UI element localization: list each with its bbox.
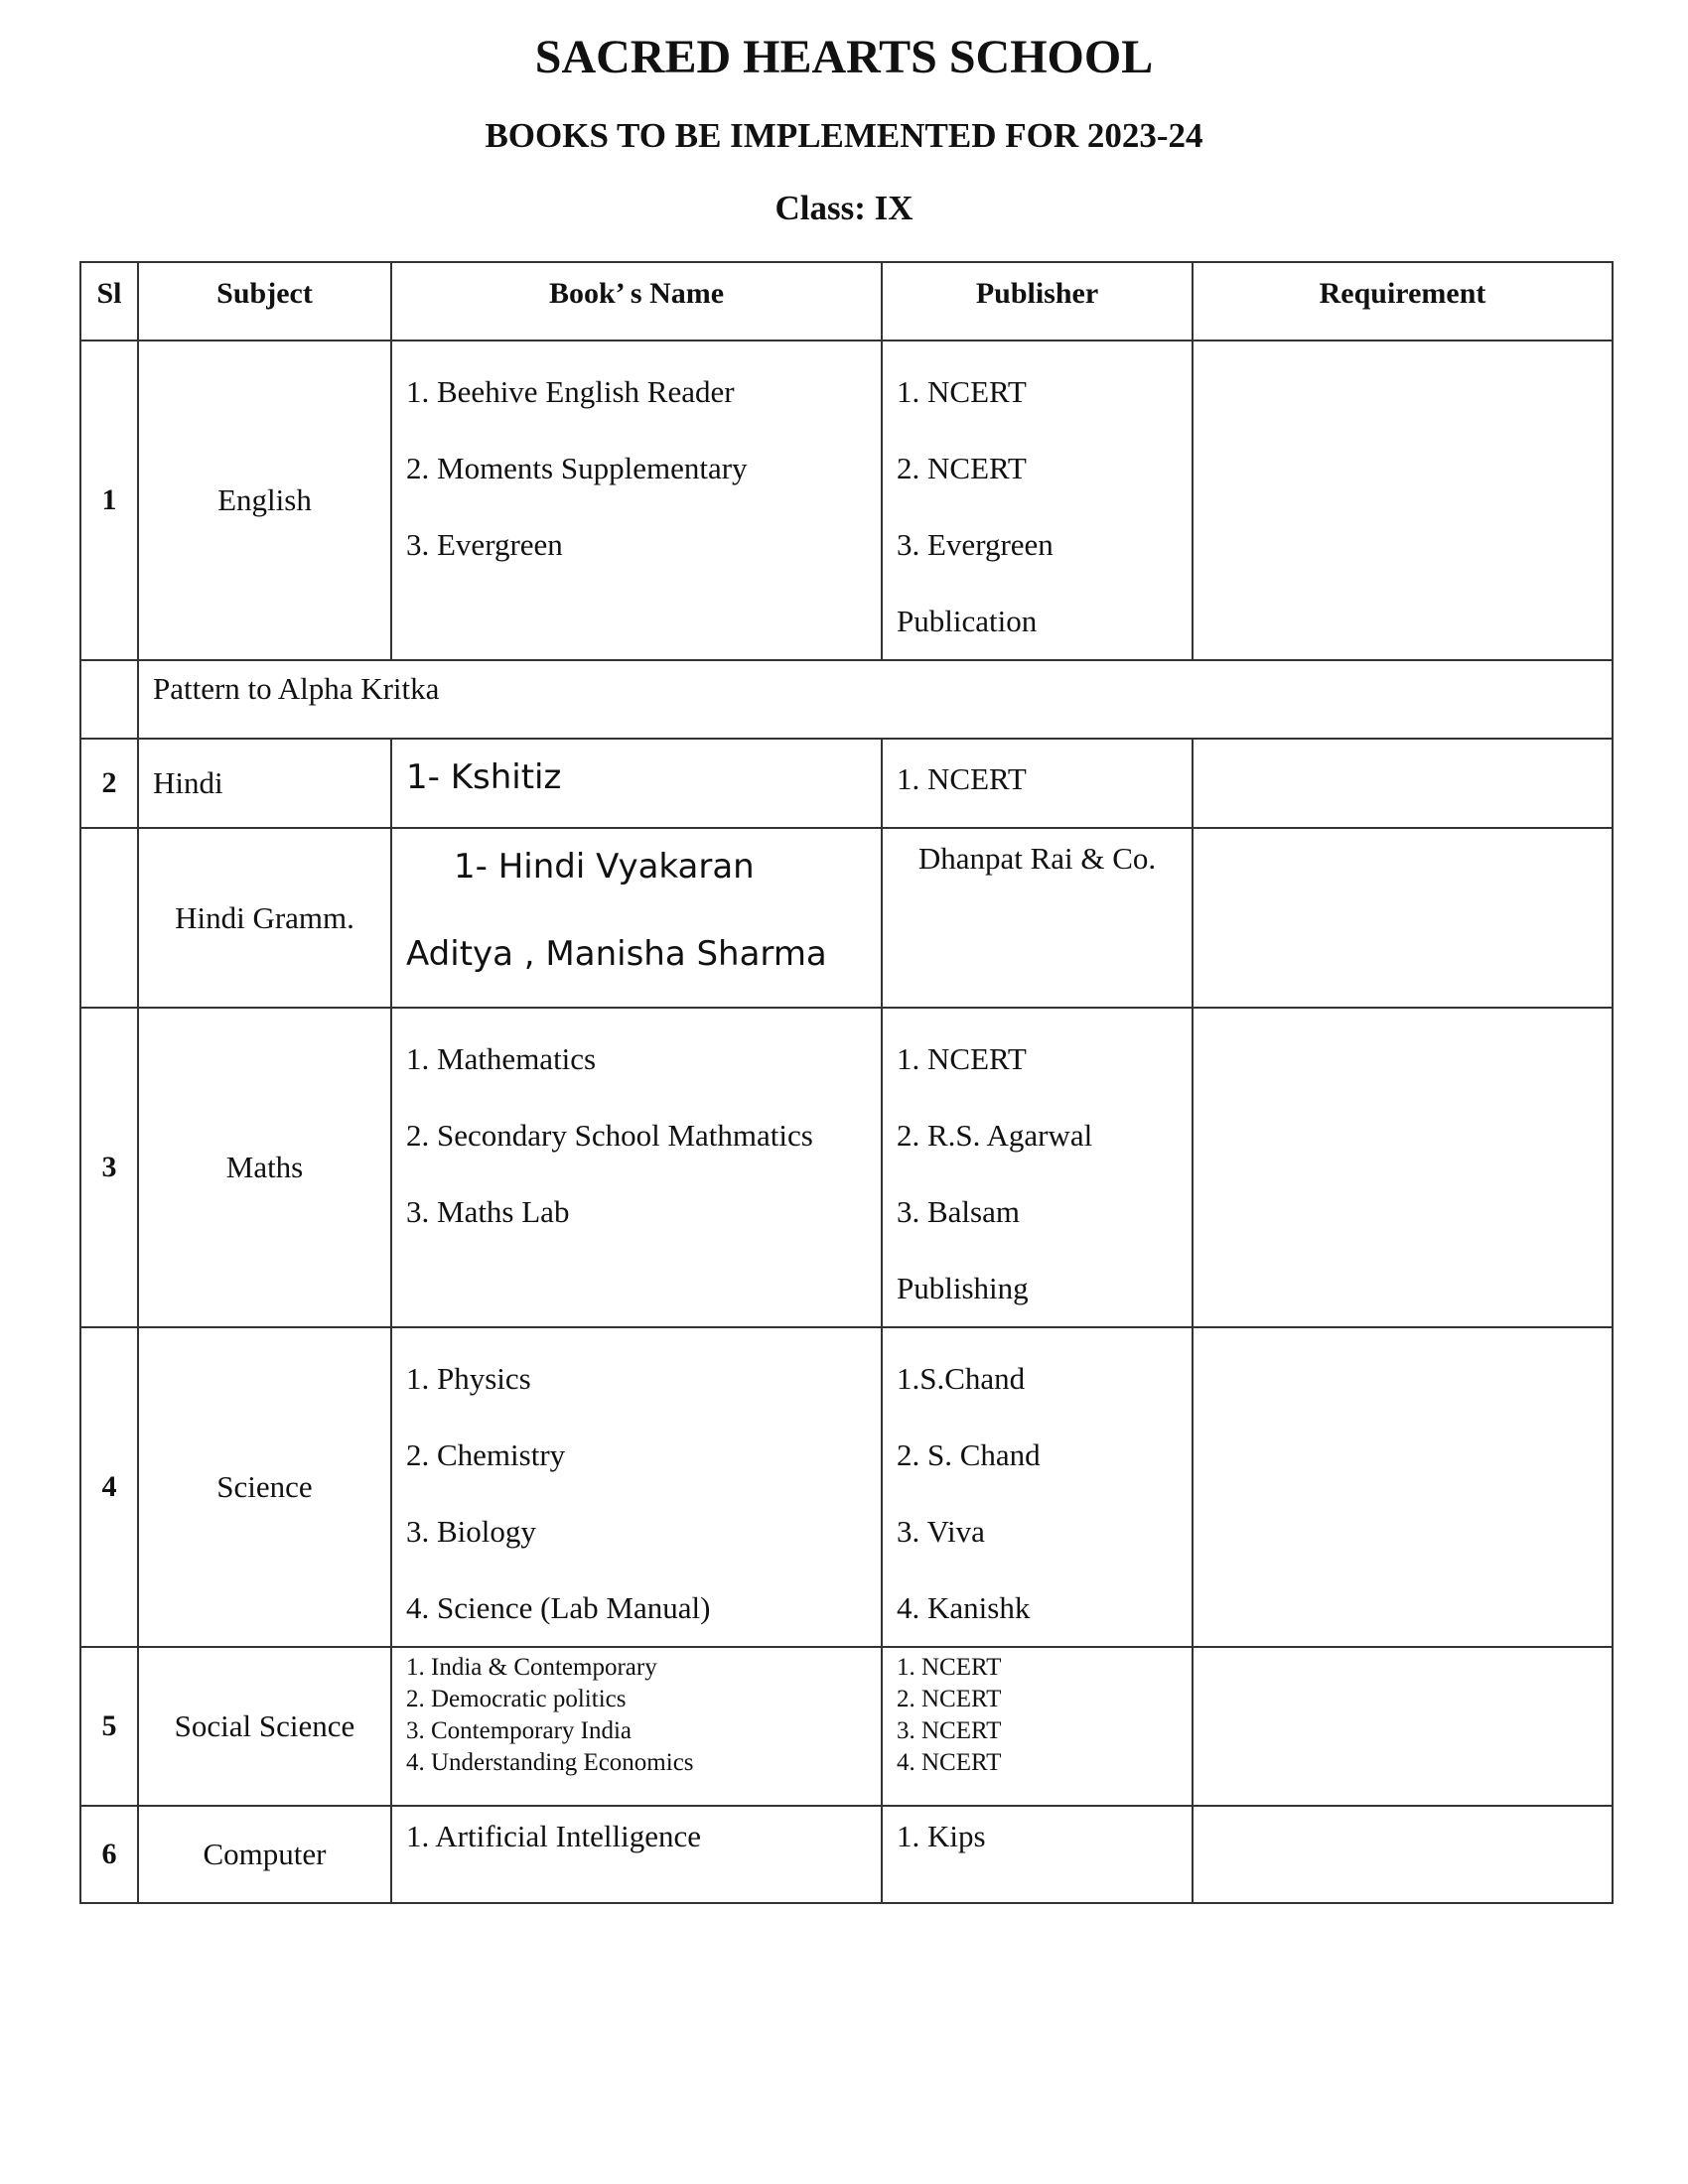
requirement-cell[interactable] (1193, 1647, 1613, 1806)
publisher-item: 2. NCERT (897, 451, 1027, 485)
requirement-cell[interactable] (1193, 1008, 1613, 1327)
books-cell (391, 1327, 882, 1647)
subject-cell: Computer (138, 1806, 391, 1903)
publisher-cell (882, 1806, 1193, 1903)
publisher-item: Dhanpat Rai & Co. (917, 841, 1157, 876)
publisher-cell (882, 828, 1193, 1008)
publisher-item: 1. NCERT (897, 1654, 1002, 1681)
book-author: Aditya , Manisha Sharma (406, 934, 827, 974)
subject-cell: Science (138, 1327, 391, 1647)
book-item: 1. Beehive English Reader (406, 374, 735, 409)
column-header-requirement: Requirement (1193, 262, 1613, 341)
publisher-cell (882, 1647, 1193, 1806)
books-cell (391, 828, 882, 1008)
books-cell (391, 1008, 882, 1327)
book-item: 1- Hindi Vyakaran (454, 847, 755, 887)
book-item: 3. Maths Lab (406, 1194, 570, 1229)
publisher-cell (882, 341, 1193, 660)
subject-cell: Hindi (138, 739, 391, 828)
publisher-item: 3. Evergreen (897, 527, 1054, 562)
publisher-item: 1. NCERT (897, 1041, 1027, 1076)
sl-cell: 1 (80, 341, 138, 660)
book-item: 4. Understanding Economics (406, 1749, 694, 1776)
sl-cell: 4 (80, 1327, 138, 1647)
book-item: 1. Physics (406, 1361, 531, 1396)
publisher-item: 1. NCERT (897, 761, 1027, 796)
note-row (80, 660, 1613, 739)
publisher-item: 1. NCERT (897, 374, 1027, 409)
publisher-item: 3. Balsam (897, 1194, 1020, 1229)
publisher-item: 2. NCERT (897, 1686, 1002, 1712)
sl-cell (80, 828, 138, 1008)
subject-cell: Hindi Gramm. (138, 828, 391, 1008)
school-name: SACRED HEARTS SCHOOL (534, 31, 1154, 83)
publisher-item: 3. NCERT (897, 1717, 1002, 1744)
sl-cell: 3 (80, 1008, 138, 1327)
book-item: 3. Contemporary India (406, 1717, 633, 1744)
books-cell (391, 1647, 882, 1806)
books-cell (391, 341, 882, 660)
note-cell: Pattern to Alpha Kritka (138, 660, 1613, 739)
book-item: 1. Mathematics (406, 1041, 597, 1076)
books-cell (391, 739, 882, 828)
book-item: 1. Artificial Intelligence (406, 1819, 701, 1853)
publisher-cell (882, 739, 1193, 828)
requirement-cell[interactable] (1193, 341, 1613, 660)
column-header-subject: Subject (138, 262, 391, 341)
publisher-item: 4. Kanishk (897, 1590, 1031, 1625)
publisher-item: Publication (897, 604, 1038, 638)
document-subtitle: BOOKS TO BE IMPLEMENTED FOR 2023-24 (485, 116, 1203, 155)
publisher-item: Publishing (897, 1271, 1029, 1305)
sl-cell: 5 (80, 1647, 138, 1806)
publisher-cell (882, 1008, 1193, 1327)
sl-cell: 6 (80, 1806, 138, 1903)
requirement-cell[interactable] (1193, 1806, 1613, 1903)
publisher-item: 1.S.Chand (897, 1361, 1026, 1396)
table-row (80, 341, 1613, 660)
book-item: 4. Science (Lab Manual) (406, 1590, 711, 1625)
subject-cell: Maths (138, 1008, 391, 1327)
book-item: 2. Secondary School Mathmatics (406, 1118, 813, 1153)
book-item: 2. Moments Supplementary (406, 451, 748, 485)
book-item: 2. Democratic politics (406, 1686, 627, 1712)
table-row (80, 828, 1613, 1008)
book-item: 1. India & Contemporary (406, 1654, 657, 1681)
column-header-book-name: Book’ s Name (391, 262, 882, 341)
book-item: 1- Kshitiz (406, 757, 562, 797)
subject-cell: English (138, 341, 391, 660)
publisher-cell (882, 1327, 1193, 1647)
table-row (80, 1647, 1613, 1806)
book-item: 2. Chemistry (406, 1437, 566, 1472)
table-header-row (80, 262, 1613, 341)
table-row (80, 1008, 1613, 1327)
sl-cell (80, 660, 138, 739)
books-cell (391, 1806, 882, 1903)
table-row (80, 1327, 1613, 1647)
class-label: Class: IX (774, 189, 914, 227)
publisher-item: 3. Viva (897, 1514, 985, 1549)
requirement-cell[interactable] (1193, 828, 1613, 1008)
sl-cell: 2 (80, 739, 138, 828)
publisher-item: 1. Kips (897, 1819, 986, 1853)
requirement-cell[interactable] (1193, 739, 1613, 828)
subject-cell: Social Science (138, 1647, 391, 1806)
book-item: 3. Biology (406, 1514, 536, 1549)
publisher-item: 2. S. Chand (897, 1437, 1041, 1472)
book-item: 3. Evergreen (406, 527, 563, 562)
table-row (80, 739, 1613, 828)
requirement-cell[interactable] (1193, 1327, 1613, 1647)
column-header-sl: Sl (80, 262, 138, 341)
publisher-item: 4. NCERT (897, 1749, 1002, 1776)
table-row (80, 1806, 1613, 1903)
books-table (79, 261, 1614, 1904)
publisher-item: 2. R.S. Agarwal (897, 1118, 1093, 1153)
column-header-publisher: Publisher (882, 262, 1193, 341)
